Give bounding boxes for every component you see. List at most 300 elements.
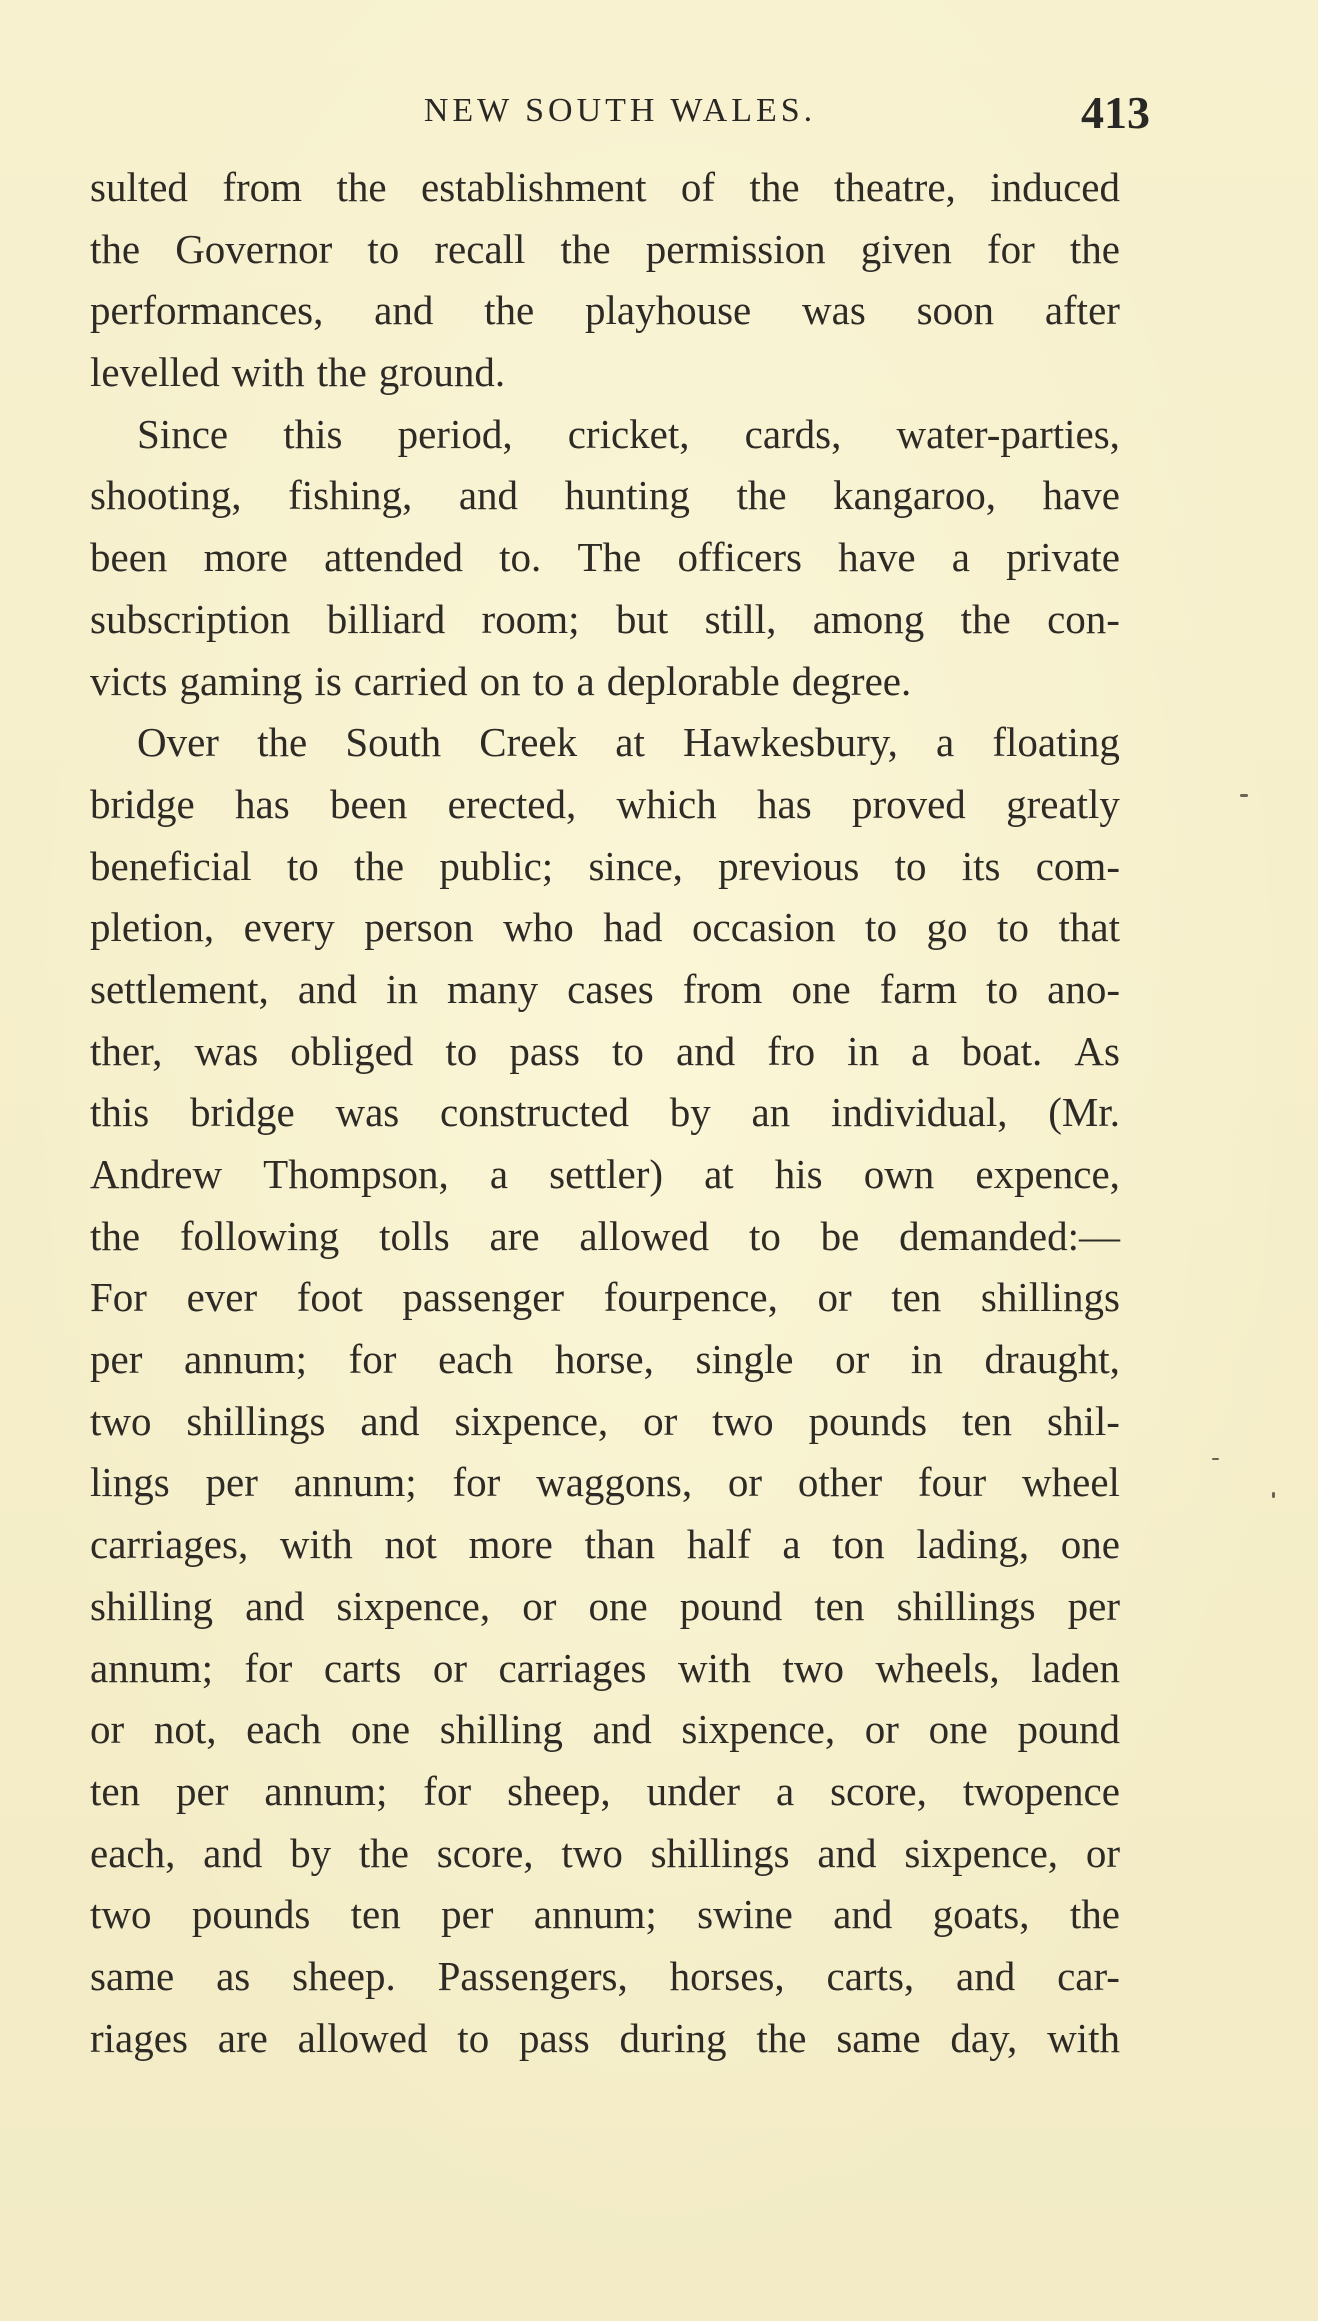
word: been	[90, 534, 168, 581]
word: or	[90, 1706, 125, 1753]
word: wheels,	[875, 1644, 1000, 1691]
word: to	[865, 904, 897, 951]
word: per	[205, 1459, 258, 1506]
word: more	[203, 534, 288, 581]
word: or	[817, 1274, 852, 1321]
word: settlement,	[90, 965, 269, 1012]
word: annum;	[264, 1767, 388, 1814]
word: officers	[677, 534, 802, 581]
word: or	[432, 1644, 467, 1691]
word: two	[782, 1644, 844, 1691]
word: to	[986, 965, 1019, 1012]
word: victs	[90, 657, 168, 704]
text-line	[90, 1884, 1120, 1946]
word: cricket,	[567, 410, 690, 457]
word: a	[489, 1151, 509, 1197]
word: this	[90, 1089, 150, 1136]
word: a	[782, 1521, 801, 1568]
word: Thompson,	[263, 1151, 449, 1197]
word: with	[279, 1521, 353, 1568]
word: proved	[851, 780, 966, 827]
word: performances,	[90, 287, 324, 334]
word: to	[457, 2014, 490, 2061]
word: annum;	[533, 1891, 657, 1938]
word: swine	[697, 1891, 793, 1938]
word: and	[374, 287, 434, 334]
word: same	[836, 2014, 921, 2061]
word: are	[217, 2014, 268, 2061]
word: two	[561, 1829, 623, 1876]
word: a	[576, 657, 595, 704]
word: is	[314, 657, 342, 704]
word: levelled	[90, 349, 220, 396]
word: still,	[704, 595, 777, 642]
word: with	[231, 349, 305, 396]
word: two	[712, 1397, 774, 1444]
text-line	[90, 404, 1120, 466]
word: annum;	[90, 1644, 213, 1691]
word: score,	[436, 1829, 534, 1876]
text-line	[90, 651, 1120, 713]
word: foot	[296, 1274, 363, 1321]
word: public;	[439, 842, 554, 889]
word: horse,	[554, 1336, 654, 1383]
word: than	[584, 1521, 656, 1568]
word: and	[360, 1397, 420, 1444]
text-line	[90, 2008, 1120, 2070]
word: the	[960, 595, 1011, 642]
word: and	[203, 1829, 263, 1876]
word: induced	[990, 164, 1120, 210]
word: As	[1074, 1027, 1120, 1074]
word: and	[817, 1829, 877, 1876]
word: from	[222, 164, 303, 210]
word: carriages,	[90, 1521, 249, 1568]
word: riages	[90, 2014, 188, 2061]
word: deplorable	[606, 657, 780, 704]
word: who	[503, 904, 574, 951]
word: ever	[186, 1274, 258, 1321]
text-line	[90, 219, 1120, 281]
word: one	[350, 1706, 411, 1753]
word: recall	[434, 225, 526, 272]
word: lings	[90, 1459, 170, 1506]
word: ten	[814, 1582, 865, 1629]
word: single	[695, 1336, 794, 1383]
word: one	[791, 965, 851, 1012]
word: individual,	[830, 1089, 1008, 1136]
text-line	[90, 1082, 1120, 1144]
word: Creek	[479, 719, 578, 766]
word: obliged	[290, 1027, 414, 1074]
word: occasion	[692, 904, 836, 951]
word: the	[257, 719, 308, 766]
word: greatly	[1006, 780, 1120, 827]
word: to	[286, 842, 319, 889]
word: ano-	[1047, 965, 1120, 1012]
text-line	[90, 589, 1120, 651]
word: erected,	[447, 780, 577, 827]
word: theatre,	[833, 164, 956, 210]
word: day,	[950, 2014, 1018, 2061]
word: permission	[645, 225, 826, 272]
text-line	[90, 897, 1120, 959]
word: has	[757, 780, 812, 827]
text-line	[90, 774, 1120, 836]
word: com-	[1035, 842, 1120, 889]
word: the	[756, 2014, 807, 2061]
word: or	[643, 1397, 678, 1444]
word: and	[956, 1952, 1016, 1999]
word: given	[860, 225, 952, 272]
word: playhouse	[585, 287, 752, 334]
word: expence,	[975, 1151, 1120, 1197]
word: annum;	[184, 1336, 307, 1383]
word: at	[704, 1151, 734, 1197]
word: to	[997, 904, 1029, 951]
word: Passengers,	[437, 1952, 628, 1999]
word: person	[364, 904, 474, 951]
word: fro	[767, 1027, 816, 1074]
text-line	[90, 836, 1120, 898]
text-line	[90, 1329, 1120, 1391]
word: establishment	[421, 164, 647, 210]
word: (Mr.	[1048, 1089, 1120, 1136]
text-line	[90, 1391, 1120, 1453]
word: period,	[397, 410, 513, 457]
word: car-	[1057, 1952, 1120, 1999]
word: since,	[588, 842, 683, 889]
word: to	[367, 225, 400, 272]
word: the	[90, 1212, 141, 1259]
word: for	[452, 1459, 501, 1506]
word: from	[682, 965, 763, 1012]
word: with	[1047, 2014, 1120, 2061]
word: in	[386, 965, 418, 1012]
word: horses,	[669, 1952, 785, 1999]
word: after	[1044, 287, 1120, 334]
word: private	[1006, 534, 1120, 581]
word: billiard	[326, 595, 446, 642]
word: kangaroo,	[833, 472, 996, 519]
word: the	[316, 349, 367, 396]
word: been	[329, 780, 408, 827]
word: a	[951, 534, 970, 581]
word: the	[749, 164, 800, 210]
word: more	[468, 1521, 553, 1568]
word: score,	[830, 1767, 927, 1814]
word: under	[646, 1767, 740, 1814]
word: the	[484, 287, 535, 334]
word: goats,	[932, 1891, 1030, 1938]
running-title: NEW SOUTH WALES.	[423, 92, 817, 129]
word: a	[936, 719, 955, 766]
word: had	[603, 904, 663, 951]
word: pass	[519, 2014, 590, 2061]
word: pletion,	[90, 904, 215, 951]
word: per	[1067, 1582, 1120, 1629]
word: farm	[879, 965, 958, 1012]
word: ten	[350, 1891, 401, 1938]
word: subscription	[90, 595, 291, 642]
word: a	[775, 1767, 795, 1814]
word: to	[894, 842, 927, 889]
word: each,	[90, 1829, 176, 1876]
word: or	[835, 1336, 870, 1383]
word: cases	[567, 965, 654, 1012]
word: and	[245, 1582, 305, 1629]
word: an	[751, 1089, 791, 1136]
word: during	[619, 2014, 727, 2061]
word: one	[588, 1582, 648, 1629]
word: four	[917, 1459, 987, 1506]
word: soon	[916, 287, 995, 334]
paper-speck	[1212, 1458, 1219, 1460]
text-line	[90, 1946, 1120, 2008]
word: the	[1069, 225, 1120, 272]
word: was	[802, 287, 866, 334]
word: fourpence,	[603, 1274, 778, 1321]
word: other	[797, 1459, 883, 1506]
word: shilling	[439, 1706, 563, 1753]
body-text	[90, 157, 1120, 2069]
word: shillings	[896, 1582, 1036, 1629]
text-line	[90, 1206, 1120, 1268]
word: sulted	[90, 164, 188, 210]
word: Since	[137, 410, 229, 457]
word: pounds	[191, 1891, 311, 1938]
word: among	[812, 595, 925, 642]
word: at	[615, 719, 645, 766]
word: South	[345, 719, 442, 766]
word: demanded:—	[899, 1212, 1120, 1259]
word: ther,	[90, 1027, 163, 1074]
word: carried	[353, 657, 468, 704]
word: pass	[509, 1027, 580, 1074]
word: carriages	[498, 1644, 647, 1691]
word: go	[926, 904, 968, 951]
text-line	[90, 712, 1120, 774]
word: sixpence,	[904, 1829, 1059, 1876]
word: for	[986, 225, 1035, 272]
word: was	[335, 1089, 400, 1136]
text-line	[90, 1452, 1120, 1514]
word: shilling	[90, 1582, 214, 1629]
word: its	[961, 842, 1001, 889]
word: the	[336, 164, 387, 210]
word: for	[244, 1644, 293, 1691]
word: to	[612, 1027, 644, 1074]
word: per	[90, 1336, 143, 1383]
word: one	[928, 1706, 988, 1753]
word: Over	[137, 719, 219, 766]
word: carts,	[826, 1952, 915, 1999]
word: and	[297, 965, 358, 1012]
word: attended	[324, 534, 463, 581]
text-line	[90, 465, 1120, 527]
word: two	[90, 1397, 152, 1444]
word: laden	[1031, 1644, 1120, 1691]
word: by	[290, 1829, 332, 1876]
word: beneficial	[90, 842, 252, 889]
word: the	[560, 225, 611, 272]
word: as	[216, 1952, 251, 1999]
word: twopence	[962, 1767, 1120, 1814]
word: waggons,	[536, 1459, 693, 1506]
word: his	[774, 1151, 823, 1197]
word: have	[1042, 472, 1120, 519]
word: degree.	[791, 657, 912, 704]
word: ground.	[378, 349, 506, 396]
word: shil-	[1046, 1397, 1120, 1444]
word: for	[348, 1336, 397, 1383]
word: by	[669, 1089, 711, 1136]
word: draught,	[984, 1336, 1120, 1383]
word: to	[748, 1212, 781, 1259]
word: shooting,	[90, 472, 242, 519]
word: sixpence,	[681, 1706, 836, 1753]
word: the	[90, 225, 141, 272]
word: or	[864, 1706, 899, 1753]
word: constructed	[440, 1089, 629, 1136]
text-line	[90, 1823, 1120, 1885]
word: sixpence,	[454, 1397, 609, 1444]
word: Andrew	[90, 1151, 223, 1197]
word: floating	[992, 719, 1120, 766]
word: two	[90, 1891, 152, 1938]
word: a	[911, 1027, 930, 1074]
word: the	[358, 1829, 409, 1876]
word: gaming	[179, 657, 303, 704]
word: the	[354, 842, 405, 889]
word: shillings	[186, 1397, 326, 1444]
text-line	[90, 1699, 1120, 1761]
paper-speck	[1272, 1492, 1275, 1498]
word: shillings	[980, 1274, 1120, 1321]
text-line	[90, 157, 1120, 219]
word: or	[522, 1582, 557, 1629]
word: to.	[499, 534, 542, 581]
word: one	[1060, 1521, 1120, 1568]
word: the	[736, 472, 787, 519]
word: wheel	[1022, 1459, 1120, 1506]
word: tolls	[379, 1212, 450, 1259]
text-line	[90, 527, 1120, 589]
word: are	[489, 1212, 540, 1259]
word: sixpence,	[336, 1582, 491, 1629]
word: was	[194, 1027, 259, 1074]
word: bridge	[90, 780, 195, 827]
word: cards,	[744, 410, 842, 457]
word: lading,	[916, 1521, 1030, 1568]
word: pound	[1017, 1706, 1120, 1753]
text-line	[90, 1514, 1120, 1576]
word: have	[838, 534, 916, 581]
word: following	[179, 1212, 340, 1259]
word: or	[1085, 1829, 1120, 1876]
word: for	[423, 1767, 472, 1814]
word: fishing,	[288, 472, 413, 519]
text-line	[90, 1576, 1120, 1638]
word: allowed	[297, 2014, 428, 2061]
word: same	[90, 1952, 175, 1999]
word: which	[616, 780, 717, 827]
word: and	[458, 472, 519, 519]
word: ton	[832, 1521, 885, 1568]
running-head	[90, 87, 1150, 142]
word: of	[680, 164, 716, 210]
text-line	[90, 1638, 1120, 1700]
word: carts	[323, 1644, 402, 1691]
word: not,	[153, 1706, 217, 1753]
word: ten	[90, 1767, 141, 1814]
word: water-parties,	[896, 410, 1120, 457]
word: per	[176, 1767, 229, 1814]
text-line	[90, 1021, 1120, 1083]
text-line	[90, 959, 1120, 1021]
word: Governor	[175, 225, 333, 272]
word: has	[235, 780, 290, 827]
word: with	[678, 1644, 751, 1691]
page-number: 413	[1081, 87, 1150, 138]
word: be	[820, 1212, 860, 1259]
word: boat.	[961, 1027, 1043, 1074]
word: but	[615, 595, 669, 642]
word: bridge	[190, 1089, 295, 1136]
paper-speck	[1240, 794, 1248, 797]
word: annum;	[293, 1459, 417, 1506]
word: many	[447, 965, 539, 1012]
word: pound	[679, 1582, 783, 1629]
word: own	[863, 1151, 935, 1197]
word: in	[847, 1027, 880, 1074]
word: ten	[961, 1397, 1013, 1444]
word: to	[532, 657, 565, 704]
text-line	[90, 342, 1120, 404]
word: and	[833, 1891, 893, 1938]
word: every	[243, 904, 335, 951]
word: and	[592, 1706, 652, 1753]
text-line	[90, 1144, 1120, 1206]
word: to	[445, 1027, 478, 1074]
word: hunting	[564, 472, 690, 519]
word: not	[384, 1521, 437, 1568]
word: and	[676, 1027, 736, 1074]
word: in	[910, 1336, 943, 1383]
word: settler)	[549, 1151, 664, 1197]
text-line	[90, 280, 1120, 342]
word: The	[577, 534, 642, 581]
word: that	[1058, 904, 1120, 951]
word: the	[1069, 1891, 1120, 1938]
text-line	[90, 1761, 1120, 1823]
text-line	[90, 1267, 1120, 1329]
word: ten	[891, 1274, 942, 1321]
word: For	[90, 1274, 147, 1321]
word: per	[441, 1891, 494, 1938]
word: allowed	[579, 1212, 710, 1259]
word: sheep,	[507, 1767, 611, 1814]
word: room;	[481, 595, 580, 642]
word: pounds	[808, 1397, 928, 1444]
word: half	[686, 1521, 751, 1568]
word: passenger	[402, 1274, 565, 1321]
word: Hawkesbury,	[683, 719, 898, 766]
word: con-	[1047, 595, 1120, 642]
word: each	[438, 1336, 514, 1383]
word: or	[727, 1459, 763, 1506]
word: this	[283, 410, 343, 457]
